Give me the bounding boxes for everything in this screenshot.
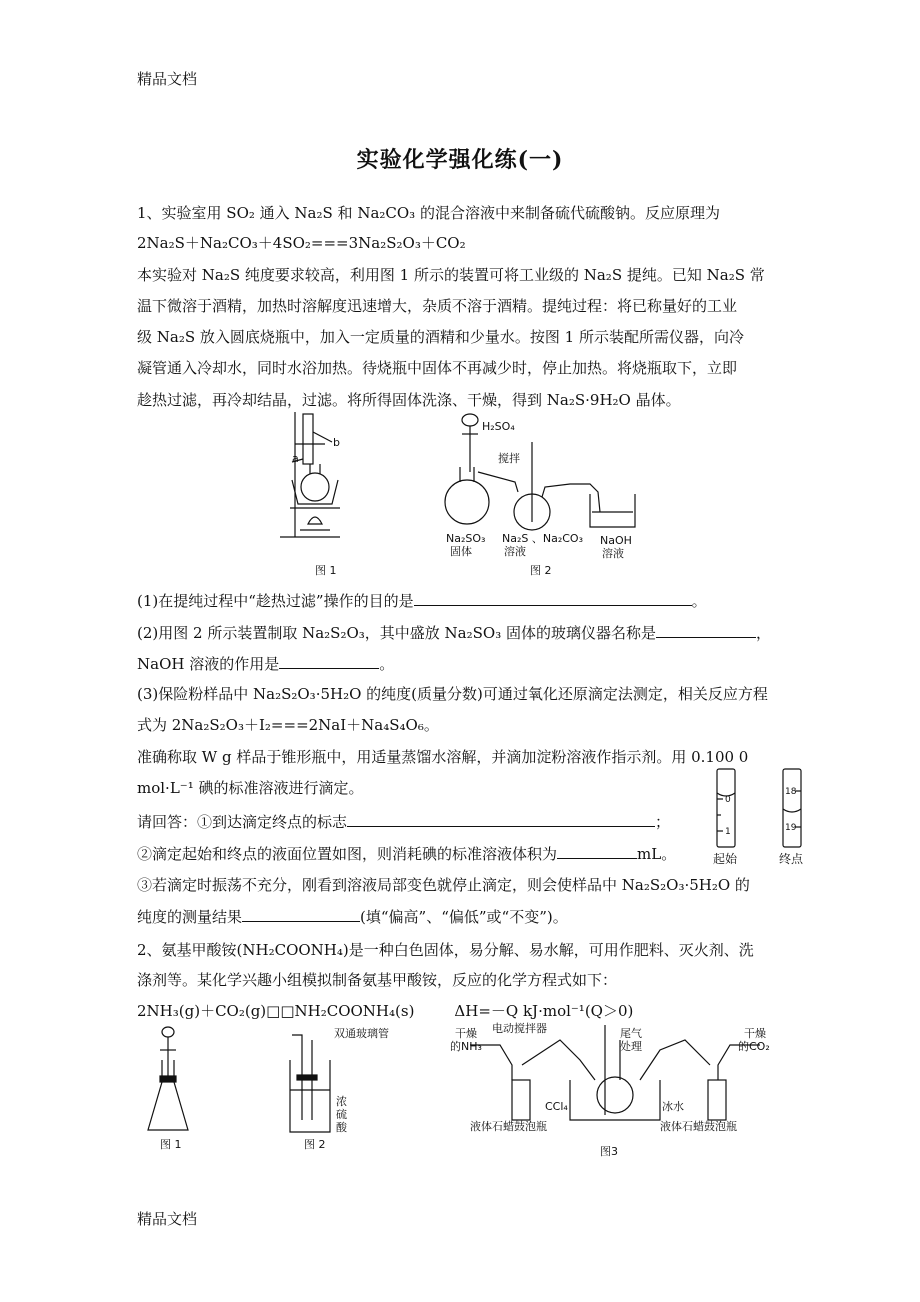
na2so3-label-2: 固体 bbox=[450, 545, 472, 558]
dry-nh3-1: 干燥 bbox=[455, 1027, 477, 1040]
burette-end bbox=[783, 769, 801, 847]
q2-fig3-setup bbox=[470, 1025, 760, 1120]
q1-s3f-text: ②滴定起始和终点的液面位置如图，则消耗碘的标准溶液体积为 bbox=[137, 845, 558, 863]
h2so4-label: H₂SO₄ bbox=[482, 420, 515, 433]
dry-co2-1: 干燥 bbox=[744, 1027, 766, 1040]
burette-start-label: 起始 bbox=[713, 852, 738, 866]
fig1-caption: 图 1 bbox=[315, 564, 337, 577]
answer-blank-1[interactable] bbox=[414, 590, 692, 606]
tick-0: 0 bbox=[725, 795, 731, 805]
q1-s2a-end: ， bbox=[755, 624, 771, 642]
q1-para-2: 温下微溶于酒精，加热时溶解度迅速增大，杂质不溶于酒精。提纯过程：将已称量好的工业 bbox=[137, 297, 738, 315]
tail-gas-1: 尾气 bbox=[620, 1027, 642, 1040]
naoh-label-1: NaOH bbox=[600, 534, 632, 547]
conc-label-1: 浓 bbox=[336, 1095, 347, 1108]
na2so3-label-1: Na₂SO₃ bbox=[446, 532, 486, 545]
bubbler-left-label: 液体石蜡鼓泡瓶 bbox=[470, 1120, 547, 1133]
q1-s3e-end: ； bbox=[655, 813, 671, 831]
q1-s3g: ③若滴定时振荡不充分，刚看到溶液局部变色就停止滴定，则会使样品中 Na₂S₂O₃·5H₂O 的 bbox=[137, 876, 750, 894]
q1-s2a bbox=[137, 622, 787, 643]
answer-blank-4[interactable] bbox=[347, 811, 655, 827]
answer-blank-6[interactable] bbox=[242, 906, 360, 922]
mix-label-1: Na₂S 、Na₂CO₃ bbox=[502, 532, 583, 545]
q1-s3h-text: 纯度的测量结果 bbox=[137, 908, 243, 926]
q1-intro: 1、实验室用 SO₂ 通入 Na₂S 和 Na₂CO₃ 的混合溶液中来制备硫代硫酸钠。反应原理为 bbox=[137, 204, 720, 222]
q1-s3e bbox=[137, 811, 787, 832]
q1-s3h-end: (填“偏高”、“偏低”或“不变”)。 bbox=[360, 908, 568, 926]
stirrer-label: 电动搅拌器 bbox=[492, 1022, 547, 1035]
q2-fig1-caption: 图 1 bbox=[160, 1138, 182, 1151]
tail-gas-2: 处理 bbox=[620, 1040, 642, 1053]
icewater-label: 冰水 bbox=[662, 1100, 684, 1113]
q2-fig1-flask bbox=[148, 1027, 188, 1130]
q1-s3h bbox=[137, 906, 787, 927]
q1-s1 bbox=[137, 590, 787, 611]
mix-label-2: 溶液 bbox=[504, 545, 526, 558]
tick-19: 19 bbox=[785, 823, 797, 833]
q1-s1-text: (1)在提纯过程中“趁热过滤”操作的目的是 bbox=[137, 592, 414, 610]
q1-s3f bbox=[137, 843, 787, 864]
q1-s2b-end: 。 bbox=[379, 655, 395, 673]
q2-delta-h: ΔH=－Q kJ·mol⁻¹(Q＞0) bbox=[454, 1002, 634, 1020]
q1-s3a: (3)保险粉样品中 Na₂S₂O₃·5H₂O 的纯度(质量分数)可通过氧化还原滴定法测定，相关反应方程 bbox=[137, 685, 768, 703]
q1-s2a-text: (2)用图 2 所示装置制取 Na₂S₂O₃，其中盛放 Na₂SO₃ 固体的玻璃仪器名称是 bbox=[137, 624, 656, 642]
q2-intro-2: 涤剂等。某化学兴趣小组模拟制备氨基甲酸铵，反应的化学方程式如下： bbox=[137, 971, 618, 989]
q2-equation: 2NH₃(g)＋CO₂(g)□□NH₂COONH₄(s) bbox=[137, 1002, 415, 1020]
q2-equation-line bbox=[137, 1001, 787, 1021]
q2-fig2-beaker bbox=[290, 1035, 330, 1132]
ccl4-label: CCl₄ bbox=[545, 1100, 568, 1113]
burette-figure bbox=[705, 765, 820, 870]
q1-s3f-end: mL。 bbox=[637, 845, 677, 863]
q2-apparatus-figure bbox=[140, 1020, 780, 1160]
tick-1: 1 bbox=[725, 827, 731, 837]
answer-blank-5[interactable] bbox=[557, 843, 637, 859]
page-header: 精品文档 bbox=[137, 70, 198, 88]
q1-s3e-text: 请回答：①到达滴定终点的标志 bbox=[137, 813, 348, 831]
fig2-caption: 图 2 bbox=[530, 564, 552, 577]
q1-s1-end: 。 bbox=[691, 592, 707, 610]
q1-s3c: 准确称取 W g 样品于锥形瓶中，用适量蒸馏水溶解，并滴加淀粉溶液作指示剂。用 0.100 0 bbox=[137, 748, 749, 766]
bubbler-right-label: 液体石蜡鼓泡瓶 bbox=[660, 1120, 737, 1133]
label-b: b bbox=[333, 436, 340, 449]
q1-s2b-text: NaOH 溶液的作用是 bbox=[137, 655, 280, 673]
conc-label-2: 硫 bbox=[336, 1108, 347, 1121]
q1-para-3: 级 Na₂S 放入圆底烧瓶中，加入一定质量的酒精和少量水。按图 1 所示装配所需仪器，向冷 bbox=[137, 328, 744, 346]
burette-end-label: 终点 bbox=[779, 852, 804, 866]
dry-nh3-2: 的NH₃ bbox=[450, 1040, 482, 1053]
naoh-label-2: 溶液 bbox=[602, 547, 624, 560]
page-footer: 精品文档 bbox=[137, 1210, 198, 1228]
na2s2o3-apparatus bbox=[445, 414, 635, 530]
q2-intro-1: 2、氨基甲酸铵(NH₂COONH₄)是一种白色固体，易分解、易水解，可用作肥料、灭火剂、洗 bbox=[137, 941, 754, 959]
q1-equation: 2Na₂S＋Na₂CO₃＋4SO₂===3Na₂S₂O₃＋CO₂ bbox=[137, 234, 466, 252]
q1-para-5: 趁热过滤，再冷却结晶，过滤。将所得固体洗涤、干燥，得到 Na₂S·9H₂O 晶体。 bbox=[137, 391, 681, 409]
double-tube-label: 双通玻璃管 bbox=[334, 1027, 389, 1040]
stir-label: 搅拌 bbox=[498, 452, 520, 465]
q1-apparatus-figure bbox=[270, 412, 650, 582]
q1-s3d: mol·L⁻¹ 碘的标准溶液进行滴定。 bbox=[137, 779, 364, 797]
q1-s3b: 式为 2Na₂S₂O₃＋I₂===2NaI＋Na₄S₄O₆。 bbox=[137, 716, 439, 734]
q1-s2b bbox=[137, 653, 787, 674]
label-a: a bbox=[292, 452, 299, 465]
q2-fig3-caption: 图3 bbox=[600, 1145, 618, 1158]
q2-fig2-caption: 图 2 bbox=[304, 1138, 326, 1151]
dry-co2-2: 的CO₂ bbox=[738, 1040, 770, 1053]
answer-blank-2[interactable] bbox=[656, 622, 756, 638]
page-title: 实验化学强化练(一) bbox=[356, 147, 564, 173]
q1-para-1: 本实验对 Na₂S 纯度要求较高，利用图 1 所示的装置可将工业级的 Na₂S 提纯。已知 Na₂S 常 bbox=[137, 266, 765, 284]
meniscus-end bbox=[783, 809, 801, 812]
reflux-apparatus bbox=[280, 412, 340, 537]
conc-label-3: 酸 bbox=[336, 1121, 347, 1134]
answer-blank-3[interactable] bbox=[279, 653, 379, 669]
q1-para-4: 凝管通入冷却水，同时水浴加热。待烧瓶中固体不再减少时，停止加热。将烧瓶取下，立即 bbox=[137, 359, 738, 377]
tick-18: 18 bbox=[785, 787, 797, 797]
